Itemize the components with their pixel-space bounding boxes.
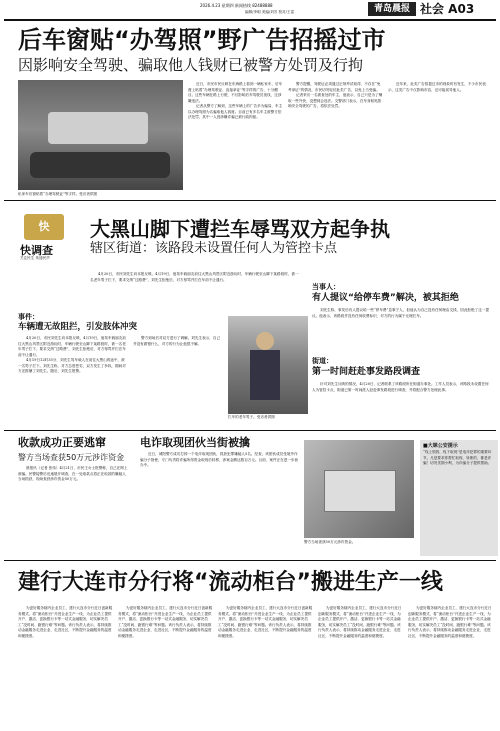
- story5-body-col3: 为更好服务辖内企业员工，建行大连市分行近日创新服务模式，将“流动柜台”开进企业生产一线，为企业员工提供开户、激活、更换银行卡等一站式金融服务，切实解决员工“没时间、跑银行难”等问题。该行负责人表示，将持续推动金融服务走进企业、走进社区，不断提升金融服务的温度和便捷度。: [218, 606, 313, 638]
- story1-body-col2: 警方提醒，驾驶证必须通过正规考试取得，不存在“免考拿证”的情况，市民切勿轻信此类广告，以免上当受骗。 记者采访一名被查处的车主，他表示，自己只是为了赚取一些外快，没想到会违法。交警部门表示，在车身粘贴影响安全驾驶的广告，将依法处罚。: [288, 82, 383, 108]
- newspaper-logo: 青岛晨报: [368, 2, 416, 16]
- story2-party-body: 刘先生称，事发后有人提议给一些“停车费”息事宁人，但他认为自己没有任何理由交钱，因此拒绝了这一提议。他表示，该路段并没有任何收费标识，对方的行为属于无理拦车。: [312, 308, 489, 318]
- story1-body-col3: 近年来，此类广告招摇过市的现象时有发生，不少市民表示，这类广告不仅影响市容，还可能误导他人。: [388, 82, 486, 92]
- issue-date: 2026.4.23 星期四 新闻热线 82488888: [200, 3, 273, 8]
- story5-body-col5: 为更好服务辖内企业员工，建行大连市分行近日创新服务模式，将“流动柜台”开进企业生产一线，为企业员工提供开户、激活、更换银行卡等一站式金融服务，切实解决员工“没时间、跑银行难”等问题。该行负责人表示，将持续推动金融服务走进企业、走进社区，不断提升金融服务的温度和便捷度。: [408, 606, 492, 638]
- story2-headline: 大黑山脚下遭拦车辱骂双方起争执: [90, 217, 390, 241]
- story3-body: 晨报讯（记者 张伟）4月21日，市民王女士报警称，自己在网上被骗。民警接警后迅速展开调查，在一处取款点将正在取款的嫌疑人当场抓获，现场查获涉诈资金50万元。: [18, 466, 128, 481]
- editor-credit: 编辑/李明 美编/刘芳 校对/王雷: [245, 10, 295, 14]
- story1-body-col1: 近日，市民市民反映在东海路上看到一辆私家车，后车窗上贴着“办理驾驶证、直接拿证”等字样的广告，十分醒目。这些车辆在路上行驶，不仅影响后车驾驶员视线，还涉嫌违法。 记者从警方了解到，这些车辆上的广告多为骗局，车主以办理驾照为名骗取他人钱财。目前已有多名车主被警方依法处罚，其中一人因涉嫌诈骗已被行政拘留。: [188, 82, 283, 119]
- story3-headline: 收款成功正要逃窜: [18, 436, 106, 449]
- story2-party-title: 有人提议“给停车费”解决，被其拒绝: [312, 293, 459, 303]
- story2-man-photo: [228, 316, 308, 414]
- story1-headline: 后车窗贴“办驾照”野广告招摇过市: [18, 26, 386, 54]
- story5-body-col1: 为更好服务辖内企业员工，建行大连市分行近日创新服务模式，将“流动柜台”开进企业生产一线，为企业员工提供开户、激活、更换银行卡等一站式金融服务，切实解决员工“没时间、跑银行难”等问题。该行负责人表示，将持续推动金融服务走进企业、走进社区，不断提升金融服务的温度和便捷度。: [18, 606, 113, 638]
- story2-event-body-col2: 警方到场后对双方进行了调解。刘先生表示，自己并没有做错什么，对方的行为让他很不解。: [133, 336, 221, 346]
- quick-survey-logo: 快 快调查 关注民生 传递民声: [20, 212, 80, 272]
- police-tip-box: ■大咪公安提示 “线上领钱、线下取现”是电诈犯罪的重要环节。凡是要求你帮忙取现、转账的，都是诈骗！切勿贪图小利，为诈骗分子提供帮助。: [420, 440, 498, 556]
- story5-body-col2: 为更好服务辖内企业员工，建行大连市分行近日创新服务模式，将“流动柜台”开进企业生产一线，为企业员工提供开户、激活、更换银行卡等一站式金融服务，切实解决员工“没时间、跑银行难”等问题。该行负责人表示，将持续推动金融服务走进企业、走进社区，不断提升金融服务的温度和便捷度。: [118, 606, 213, 638]
- story5-headline: 建行大连市分行将“流动柜台”搬进生产一线: [18, 570, 443, 595]
- story5-body-col4: 为更好服务辖内企业员工，建行大连市分行近日创新服务模式，将“流动柜台”开进企业生产一线，为企业员工提供开户、激活、更换银行卡等一站式金融服务，切实解决员工“没时间、跑银行难”等问题。该行负责人表示，将持续推动金融服务走进企业、走进社区，不断提升金融服务的温度和便捷度。: [318, 606, 402, 638]
- story1-photo-caption: 私家车后窗贴着“办理驾驶证”等字样。受访者供图: [18, 192, 98, 196]
- story2-lead: 4月20日，市民刘先生向本报反映，4月19日，他驾车载朋友前往大黑山风景区附近游玩时，车辆行驶至山脚下某路段时，被一名老年男子拦下，要求交纳“过路费”，刘先生拒绝后，对方辱骂并拦在车前不让通行。: [90, 272, 299, 282]
- story2-street-label: 街道：: [312, 357, 333, 365]
- section-label: 社会 A03: [420, 2, 475, 16]
- story3-subhead: 警方当场查获50万元涉诈资金: [18, 453, 125, 462]
- story4-headline: 电诈取现团伙当街被擒: [140, 436, 250, 449]
- story2-event-body-col1: 4月20日，市民刘先生向本报反映，4月19日，他驾车载朋友前往大黑山风景区附近游玩时，车辆行驶至山脚下某路段时，被一名老年男子拦下，要求交纳“过路费”，刘先生拒绝后，对方辱骂并拦在车前不让通行。 4月19日12时35分，刘先生驾车载人在前往大黑山的途中，被一名男子拦下。刘先生称，对方态度恶劣，双方发生了争执，期间对方还推搡了刘先生。随后，刘先生报警。: [18, 336, 126, 373]
- story1-car-photo: [18, 80, 183, 190]
- story2-street-title: 第一时间赶赴事发路段调查: [312, 367, 421, 377]
- story2-event-label: 事件：: [18, 313, 39, 321]
- story2-photo-caption: 拦车的老年男子。受访者供图: [228, 415, 275, 419]
- story2-party-label: 当事人：: [312, 283, 340, 291]
- story1-subhead: 因影响安全驾驶、骗取他人钱财已被警方处罚及行拘: [18, 56, 364, 74]
- story2-street-body: 针对刘先生反映的情况，4月20日，记者联系了该路段所在街道办事处。工作人员表示，该路段未设置任何人为管控卡点，街道已第一时间派人赶赴事发路段进行调查，并将配合警方处理此事。: [312, 382, 489, 392]
- story4-photo-caption: 警方当场查获50万元涉诈资金。: [304, 540, 356, 544]
- story2-event-title: 车辆遭无故阻拦，引发肢体冲突: [18, 322, 138, 332]
- story4-body: 近日，城阳警方成功打掉一个电诈取现团伙，抓获犯罪嫌疑人5名。经查，该团伙成员受境外诈骗分子指使，专门负责将诈骗所得资金取现后转移，涉案金额达数百万元。目前，案件正在进一步侦办中。: [140, 452, 299, 467]
- story2-subhead: 辖区街道：该路段未设置任何人为管控卡点: [90, 241, 338, 256]
- story4-cash-photo: [304, 440, 414, 538]
